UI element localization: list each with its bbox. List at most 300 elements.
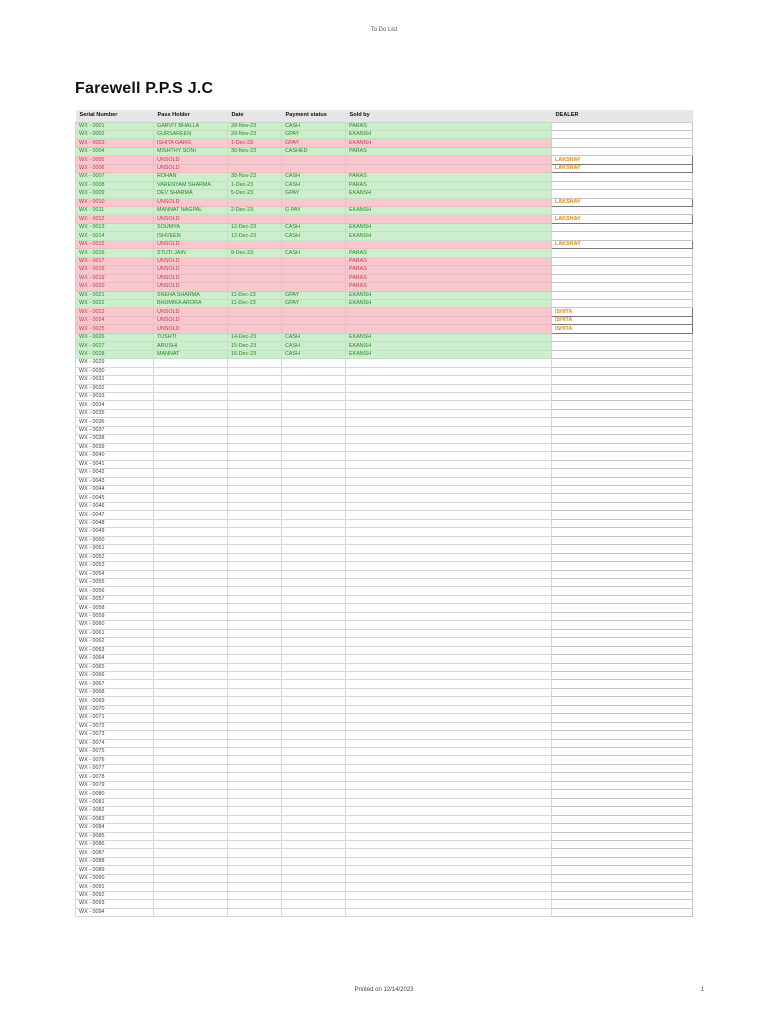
- cell-serial: WX - 0015: [76, 240, 154, 248]
- table-row: [76, 739, 693, 747]
- cell-pass-holder: UNSOLD: [154, 325, 228, 333]
- cell-date: [228, 900, 282, 908]
- cell-pass-holder: ROHAN: [154, 173, 228, 181]
- cell-pass-holder: ARUSHI: [154, 342, 228, 350]
- cell-sold-by: [346, 655, 552, 663]
- table-row: [76, 426, 693, 434]
- cell-payment-status: [282, 849, 346, 857]
- cell-date: [228, 671, 282, 679]
- cell-pass-holder: UNSOLD: [154, 283, 228, 291]
- cell-pass-holder: GURSAREEN: [154, 130, 228, 138]
- cell-pass-holder: [154, 629, 228, 637]
- cell-dealer: [552, 697, 693, 705]
- table-row: [76, 891, 693, 899]
- cell-payment-status: [282, 748, 346, 756]
- cell-pass-holder: [154, 359, 228, 367]
- cell-payment-status: [282, 435, 346, 443]
- cell-pass-holder: [154, 528, 228, 536]
- cell-pass-holder: ISHVEEN: [154, 232, 228, 240]
- cell-date: [228, 536, 282, 544]
- cell-date: [228, 595, 282, 603]
- table-row: [76, 874, 693, 882]
- cell-serial: WX - 0038: [76, 435, 154, 443]
- cell-dealer: [552, 401, 693, 409]
- cell-date: [228, 519, 282, 527]
- cell-dealer: [552, 130, 693, 138]
- cell-pass-holder: [154, 680, 228, 688]
- cell-serial: WX - 0091: [76, 883, 154, 891]
- cell-serial: WX - 0087: [76, 849, 154, 857]
- cell-pass-holder: BHUMIKA ARORA: [154, 300, 228, 308]
- cell-payment-status: [282, 266, 346, 274]
- cell-sold-by: [346, 393, 552, 401]
- cell-date: [228, 316, 282, 324]
- cell-payment-status: G PAY: [282, 207, 346, 215]
- table-row: [76, 283, 693, 291]
- cell-date: [228, 376, 282, 384]
- cell-sold-by: EKANSH: [346, 232, 552, 240]
- cell-pass-holder: [154, 781, 228, 789]
- cell-date: [228, 807, 282, 815]
- cell-payment-status: [282, 367, 346, 375]
- cell-serial: WX - 0070: [76, 705, 154, 713]
- cell-dealer: [552, 857, 693, 865]
- cell-serial: WX - 0013: [76, 223, 154, 231]
- cell-dealer: [552, 122, 693, 130]
- cell-payment-status: [282, 764, 346, 772]
- cell-sold-by: EKANSH: [346, 291, 552, 299]
- cell-dealer: [552, 173, 693, 181]
- cell-sold-by: [346, 883, 552, 891]
- cell-serial: WX - 0080: [76, 790, 154, 798]
- cell-sold-by: [346, 452, 552, 460]
- cell-sold-by: [346, 722, 552, 730]
- cell-dealer: [552, 469, 693, 477]
- table-row: [76, 300, 693, 308]
- cell-pass-holder: UNSOLD: [154, 198, 228, 206]
- cell-serial: WX - 0010: [76, 198, 154, 206]
- cell-dealer: [552, 502, 693, 510]
- cell-date: [228, 714, 282, 722]
- cell-sold-by: [346, 629, 552, 637]
- cell-serial: WX - 0058: [76, 604, 154, 612]
- cell-date: [228, 587, 282, 595]
- cell-payment-status: [282, 908, 346, 916]
- table-row: [76, 401, 693, 409]
- cell-dealer: [552, 748, 693, 756]
- table-row: [76, 173, 693, 181]
- cell-payment-status: [282, 528, 346, 536]
- cell-payment-status: CASH: [282, 173, 346, 181]
- cell-pass-holder: [154, 393, 228, 401]
- cell-date: [228, 857, 282, 865]
- cell-date: [228, 409, 282, 417]
- cell-dealer: [552, 435, 693, 443]
- cell-date: [228, 578, 282, 586]
- cell-sold-by: [346, 671, 552, 679]
- table-row: [76, 164, 693, 172]
- cell-sold-by: [346, 308, 552, 316]
- cell-sold-by: [346, 545, 552, 553]
- table-row: [76, 604, 693, 612]
- cell-pass-holder: [154, 477, 228, 485]
- cell-pass-holder: UNSOLD: [154, 156, 228, 164]
- cell-sold-by: [346, 426, 552, 434]
- cell-pass-holder: [154, 376, 228, 384]
- table-row: [76, 130, 693, 138]
- table-row: [76, 350, 693, 358]
- cell-sold-by: PARAS: [346, 181, 552, 189]
- cell-payment-status: [282, 443, 346, 451]
- cell-dealer: [552, 536, 693, 544]
- cell-date: [228, 494, 282, 502]
- cell-date: 2-Dec-23: [228, 207, 282, 215]
- cell-serial: WX - 0077: [76, 764, 154, 772]
- cell-pass-holder: [154, 426, 228, 434]
- cell-serial: WX - 0059: [76, 612, 154, 620]
- cell-date: [228, 393, 282, 401]
- cell-payment-status: [282, 646, 346, 654]
- cell-pass-holder: [154, 409, 228, 417]
- cell-payment-status: [282, 790, 346, 798]
- cell-serial: WX - 0089: [76, 866, 154, 874]
- cell-serial: WX - 0071: [76, 714, 154, 722]
- cell-dealer: [552, 300, 693, 308]
- cell-dealer: [552, 494, 693, 502]
- cell-pass-holder: TUSHTI: [154, 333, 228, 341]
- cell-payment-status: [282, 485, 346, 493]
- table-row: [76, 215, 693, 223]
- cell-sold-by: [346, 536, 552, 544]
- cell-serial: WX - 0076: [76, 756, 154, 764]
- cell-date: [228, 257, 282, 265]
- cell-pass-holder: [154, 790, 228, 798]
- cell-dealer: [552, 874, 693, 882]
- cell-pass-holder: [154, 883, 228, 891]
- cell-date: [228, 612, 282, 620]
- table-row: [76, 866, 693, 874]
- cell-dealer: [552, 680, 693, 688]
- table-row: [76, 714, 693, 722]
- cell-pass-holder: [154, 570, 228, 578]
- cell-payment-status: [282, 638, 346, 646]
- cell-pass-holder: [154, 739, 228, 747]
- cell-dealer: [552, 342, 693, 350]
- cell-pass-holder: [154, 578, 228, 586]
- cell-date: [228, 460, 282, 468]
- cell-date: 11-Dec-23: [228, 300, 282, 308]
- cell-date: [228, 866, 282, 874]
- cell-pass-holder: UNSOLD: [154, 274, 228, 282]
- cell-date: [228, 849, 282, 857]
- cell-sold-by: [346, 502, 552, 510]
- cell-serial: WX - 0037: [76, 426, 154, 434]
- cell-pass-holder: [154, 545, 228, 553]
- cell-date: [228, 748, 282, 756]
- cell-dealer: [552, 350, 693, 358]
- cell-dealer: [552, 147, 693, 155]
- cell-date: [228, 164, 282, 172]
- cell-sold-by: EKANSH: [346, 207, 552, 215]
- cell-date: [228, 426, 282, 434]
- cell-date: [228, 435, 282, 443]
- table-row: [76, 908, 693, 916]
- cell-dealer: [552, 629, 693, 637]
- cell-dealer: [552, 519, 693, 527]
- table-row: [76, 731, 693, 739]
- table-row: [76, 384, 693, 392]
- cell-pass-holder: [154, 638, 228, 646]
- cell-serial: WX - 0022: [76, 300, 154, 308]
- cell-date: [228, 511, 282, 519]
- cell-date: [228, 680, 282, 688]
- cell-pass-holder: [154, 604, 228, 612]
- cell-date: [228, 781, 282, 789]
- cell-payment-status: [282, 409, 346, 417]
- cell-sold-by: [346, 316, 552, 324]
- cell-serial: WX - 0093: [76, 900, 154, 908]
- table-row: [76, 418, 693, 426]
- cell-payment-status: [282, 857, 346, 865]
- cell-dealer: [552, 841, 693, 849]
- cell-dealer: [552, 815, 693, 823]
- cell-sold-by: [346, 376, 552, 384]
- cell-sold-by: EKANSH: [346, 130, 552, 138]
- cell-payment-status: [282, 866, 346, 874]
- cell-payment-status: [282, 469, 346, 477]
- cell-serial: WX - 0067: [76, 680, 154, 688]
- table-row: [76, 511, 693, 519]
- cell-dealer: [552, 190, 693, 198]
- cell-date: 12-Dec-23: [228, 223, 282, 231]
- cell-dealer: [552, 477, 693, 485]
- cell-dealer: [552, 781, 693, 789]
- cell-payment-status: [282, 418, 346, 426]
- table-row: [76, 570, 693, 578]
- cell-payment-status: [282, 874, 346, 882]
- cell-payment-status: [282, 536, 346, 544]
- cell-dealer: LAKSHAY: [552, 198, 693, 206]
- cell-sold-by: [346, 553, 552, 561]
- cell-serial: WX - 0019: [76, 274, 154, 282]
- table-row: [76, 705, 693, 713]
- cell-date: [228, 824, 282, 832]
- cell-date: [228, 401, 282, 409]
- table-row: [76, 697, 693, 705]
- passes-table: [75, 110, 693, 917]
- cell-pass-holder: [154, 612, 228, 620]
- cell-pass-holder: MANNAT: [154, 350, 228, 358]
- cell-date: 30-Nov-23: [228, 173, 282, 181]
- table-row: [76, 680, 693, 688]
- cell-payment-status: [282, 578, 346, 586]
- cell-date: [228, 756, 282, 764]
- cell-sold-by: EKANSH: [346, 139, 552, 147]
- cell-payment-status: [282, 215, 346, 223]
- cell-sold-by: [346, 857, 552, 865]
- cell-dealer: [552, 460, 693, 468]
- cell-dealer: [552, 655, 693, 663]
- cell-date: 8-Dec-23: [228, 249, 282, 257]
- cell-payment-status: [282, 426, 346, 434]
- cell-sold-by: [346, 832, 552, 840]
- cell-date: [228, 874, 282, 882]
- cell-sold-by: PARAS: [346, 173, 552, 181]
- cell-pass-holder: [154, 722, 228, 730]
- cell-dealer: [552, 257, 693, 265]
- cell-serial: WX - 0090: [76, 874, 154, 882]
- cell-payment-status: [282, 671, 346, 679]
- cell-payment-status: [282, 240, 346, 248]
- cell-date: [228, 883, 282, 891]
- cell-date: [228, 570, 282, 578]
- table-row: [76, 485, 693, 493]
- cell-pass-holder: [154, 367, 228, 375]
- cell-sold-by: PARAS: [346, 266, 552, 274]
- table-row: [76, 460, 693, 468]
- cell-sold-by: [346, 485, 552, 493]
- table-row: [76, 536, 693, 544]
- cell-payment-status: [282, 680, 346, 688]
- cell-payment-status: GPAY: [282, 300, 346, 308]
- cell-payment-status: [282, 595, 346, 603]
- cell-date: [228, 469, 282, 477]
- cell-serial: WX - 0033: [76, 393, 154, 401]
- cell-pass-holder: [154, 807, 228, 815]
- cell-serial: WX - 0041: [76, 460, 154, 468]
- cell-dealer: [552, 232, 693, 240]
- cell-payment-status: CASH: [282, 333, 346, 341]
- cell-payment-status: [282, 562, 346, 570]
- cell-sold-by: [346, 705, 552, 713]
- table-row: [76, 409, 693, 417]
- cell-serial: WX - 0016: [76, 249, 154, 257]
- cell-pass-holder: ISHITA GARG: [154, 139, 228, 147]
- table-row: [76, 545, 693, 553]
- cell-payment-status: [282, 688, 346, 696]
- cell-dealer: [552, 798, 693, 806]
- cell-dealer: [552, 181, 693, 189]
- cell-sold-by: [346, 477, 552, 485]
- cell-serial: WX - 0046: [76, 502, 154, 510]
- cell-sold-by: [346, 646, 552, 654]
- cell-serial: WX - 0025: [76, 325, 154, 333]
- cell-serial: WX - 0088: [76, 857, 154, 865]
- cell-payment-status: [282, 511, 346, 519]
- table-row: [76, 452, 693, 460]
- cell-serial: WX - 0014: [76, 232, 154, 240]
- cell-payment-status: [282, 621, 346, 629]
- cell-serial: WX - 0092: [76, 891, 154, 899]
- cell-sold-by: [346, 790, 552, 798]
- cell-dealer: [552, 359, 693, 367]
- cell-payment-status: [282, 900, 346, 908]
- page-number: 1: [700, 987, 704, 993]
- cell-payment-status: [282, 502, 346, 510]
- cell-pass-holder: [154, 519, 228, 527]
- cell-pass-holder: [154, 874, 228, 882]
- cell-sold-by: [346, 562, 552, 570]
- cell-sold-by: [346, 764, 552, 772]
- cell-dealer: ISHITA: [552, 325, 693, 333]
- table-row: [76, 722, 693, 730]
- cell-payment-status: [282, 494, 346, 502]
- column-header-sold-by: Sold by: [346, 110, 552, 122]
- cell-dealer: [552, 376, 693, 384]
- cell-dealer: [552, 612, 693, 620]
- cell-sold-by: PARAS: [346, 249, 552, 257]
- cell-sold-by: [346, 773, 552, 781]
- table-row: [76, 688, 693, 696]
- cell-payment-status: CASH: [282, 223, 346, 231]
- cell-serial: WX - 0074: [76, 739, 154, 747]
- cell-pass-holder: MISHTHY SONI: [154, 147, 228, 155]
- cell-payment-status: [282, 274, 346, 282]
- cell-serial: WX - 0048: [76, 519, 154, 527]
- cell-dealer: [552, 249, 693, 257]
- cell-date: [228, 545, 282, 553]
- cell-dealer: [552, 207, 693, 215]
- cell-sold-by: [346, 874, 552, 882]
- column-header-pass-holder: Pass Holder: [154, 110, 228, 122]
- cell-dealer: [552, 443, 693, 451]
- cell-dealer: [552, 485, 693, 493]
- cell-serial: WX - 0005: [76, 156, 154, 164]
- cell-payment-status: [282, 739, 346, 747]
- cell-date: [228, 908, 282, 916]
- cell-payment-status: CASH: [282, 122, 346, 130]
- cell-serial: WX - 0020: [76, 283, 154, 291]
- cell-sold-by: [346, 824, 552, 832]
- cell-pass-holder: [154, 756, 228, 764]
- cell-dealer: [552, 621, 693, 629]
- cell-payment-status: GPAY: [282, 291, 346, 299]
- cell-dealer: [552, 333, 693, 341]
- cell-pass-holder: [154, 562, 228, 570]
- cell-sold-by: [346, 401, 552, 409]
- cell-sold-by: [346, 688, 552, 696]
- table-row: [76, 291, 693, 299]
- cell-pass-holder: [154, 688, 228, 696]
- cell-serial: WX - 0055: [76, 578, 154, 586]
- cell-serial: WX - 0043: [76, 477, 154, 485]
- cell-dealer: [552, 426, 693, 434]
- table-row: [76, 232, 693, 240]
- cell-sold-by: EKANSH: [346, 333, 552, 341]
- table-row: [76, 815, 693, 823]
- cell-dealer: ISHITA: [552, 308, 693, 316]
- cell-serial: WX - 0050: [76, 536, 154, 544]
- cell-sold-by: [346, 815, 552, 823]
- cell-pass-holder: [154, 655, 228, 663]
- cell-dealer: [552, 604, 693, 612]
- cell-sold-by: [346, 215, 552, 223]
- cell-serial: WX - 0012: [76, 215, 154, 223]
- cell-pass-holder: [154, 443, 228, 451]
- cell-date: [228, 283, 282, 291]
- table-row: [76, 841, 693, 849]
- table-row: [76, 266, 693, 274]
- cell-date: [228, 198, 282, 206]
- cell-serial: WX - 0084: [76, 824, 154, 832]
- cell-date: [228, 266, 282, 274]
- cell-serial: WX - 0021: [76, 291, 154, 299]
- cell-date: [228, 773, 282, 781]
- cell-dealer: [552, 266, 693, 274]
- cell-pass-holder: UNSOLD: [154, 240, 228, 248]
- cell-payment-status: [282, 164, 346, 172]
- table-row: [76, 857, 693, 865]
